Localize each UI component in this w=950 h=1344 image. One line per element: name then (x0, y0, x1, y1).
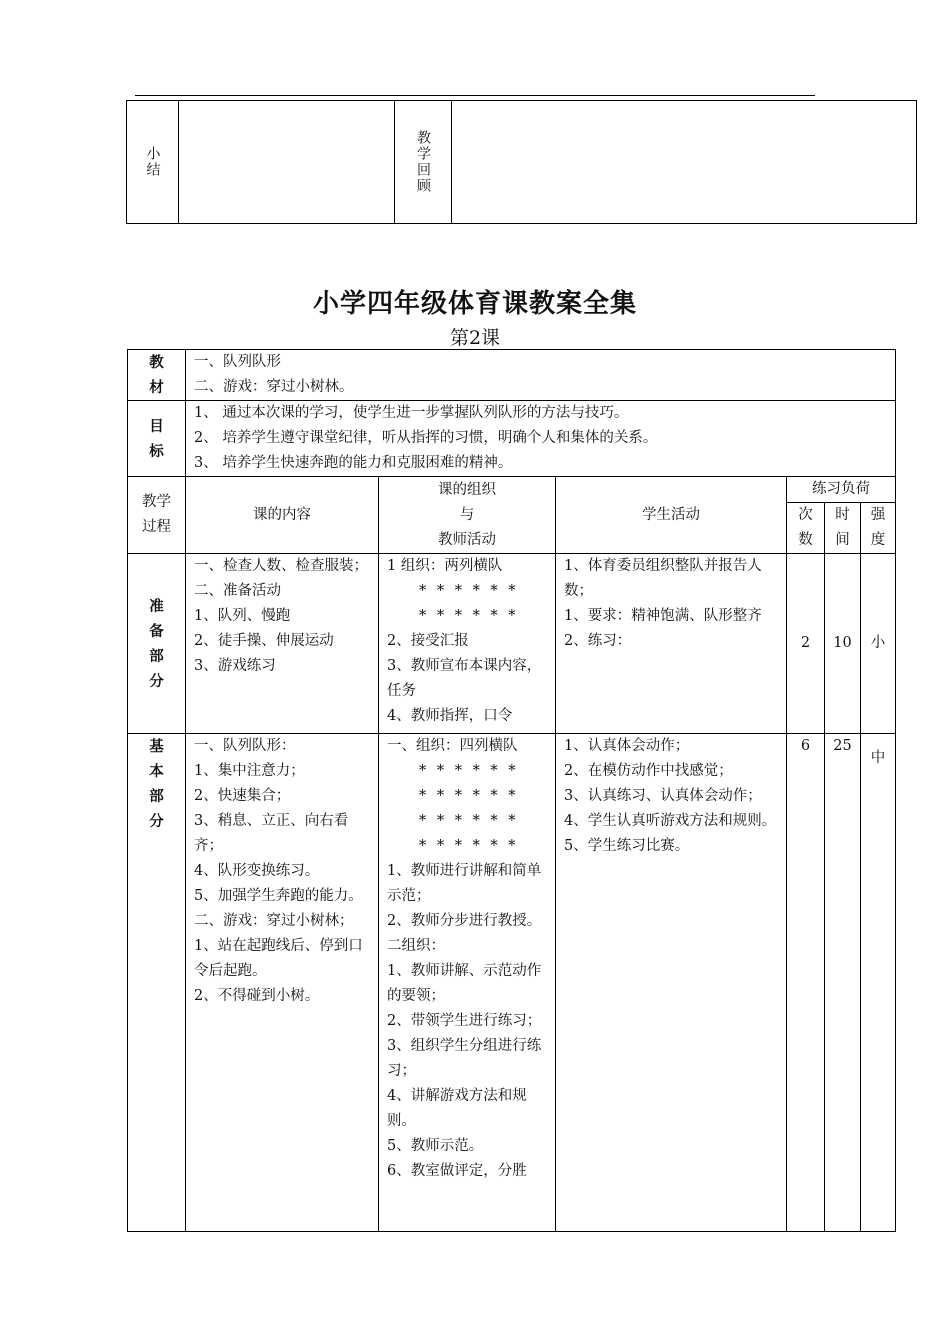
prep-row (128, 554, 896, 734)
goals-label: 目 标 (128, 401, 186, 477)
basic-content: 一、队列队形： 1、集中注意力； 2、快速集合； 3、稍息、立正、向右看齐； 4、队形变换练习。 5、加强学生奔跑的能力。 二、游戏：穿过小树林； 1、站在起跑线后、停到口令后起跑。 2、不得碰到小树。 (186, 734, 379, 1232)
process-header: 教学 过程 (128, 477, 186, 554)
times-header: 次 数 (787, 503, 825, 554)
header-row (128, 477, 896, 503)
header-rule (135, 95, 815, 96)
lesson-number: 第2课 (449, 327, 501, 349)
prep-student-activity: 1、体育委员组织整队并报告人数； 1、要求：精神饱满、队形整齐 2、练习： (556, 554, 787, 734)
prep-duration: 10 (825, 554, 861, 734)
intensity-header: 强 度 (861, 503, 896, 554)
prep-organization: 1 组织：两列横队 * * * * * * * * * * * * 2、接受汇报 3、教师宣布本课内容，任务 4、教师指挥，口令 (379, 554, 556, 734)
material-content: 一、队列队形 二、游戏：穿过小树林。 (186, 350, 896, 401)
summary-content-cell (179, 101, 395, 224)
lesson-plan-table (127, 349, 896, 1232)
page-title: 小学四年级体育课教案全集 (312, 289, 637, 319)
material-row (128, 350, 896, 401)
goals-row (128, 401, 896, 477)
review-content-cell (452, 101, 917, 224)
load-header: 练习负荷 (787, 477, 896, 503)
material-label: 教 材 (128, 350, 186, 401)
formation-stars: * * * * * * (419, 838, 519, 854)
formation-stars: * * * * * * (419, 763, 519, 779)
basic-duration: 25 (825, 734, 861, 1232)
prep-content: 一、检查人数、检查服装； 二、准备活动 1、队列、慢跑 2、徒手操、伸展运动 3、游戏练习 (186, 554, 379, 734)
basic-times: 6 (787, 734, 825, 1232)
prep-intensity: 小 (861, 554, 896, 734)
formation-stars: * * * * * * (419, 583, 519, 599)
formation-stars: * * * * * * (419, 813, 519, 829)
formation-stars: * * * * * * (419, 608, 519, 624)
content-header: 课的内容 (186, 477, 379, 554)
review-label: 教学回顾 (415, 130, 431, 194)
formation-stars: * * * * * * (419, 788, 519, 804)
student-activity-header: 学生活动 (556, 477, 787, 554)
duration-header: 时 间 (825, 503, 861, 554)
basic-organization: 一、组织：四列横队 * * * * * * * * * * * * * * * * * * * * * * * * 1、教师进行讲解和简单示范； 2、教师分步进行教授。 二组织： 1、教师讲解、示范动作的要领； 2、带领学生进行练习； 3、组织学生分组进行练习； 4、讲解游戏方法和规则。 5、教师示范。 6、教室做评定，分胜 (379, 734, 556, 1232)
goals-content: 1、 通过本次课的学习，使学生进一步掌握队列队形的方法与技巧。 2、 培养学生遵守课堂纪律，听从指挥的习惯，明确个人和集体的关系。 3、 培养学生快速奔跑的能力和克服困难的精神。 (186, 401, 896, 477)
organization-header: 课的组织 与 教师活动 (379, 477, 556, 554)
summary-label: 小结 (144, 146, 161, 178)
summary-label-cell (127, 101, 179, 224)
basic-label: 基 本 部 分 (128, 734, 186, 1232)
prep-times: 2 (787, 554, 825, 734)
prep-label: 准 备 部 分 (128, 554, 186, 734)
summary-table (126, 100, 917, 224)
basic-intensity: 中 (861, 734, 896, 1232)
review-label-cell (395, 101, 452, 224)
basic-student-activity: 1、认真体会动作； 2、在模仿动作中找感觉； 3、认真练习、认真体会动作； 4、学生认真听游戏方法和规则。 5、学生练习比赛。 (556, 734, 787, 1232)
basic-row (128, 734, 896, 1232)
